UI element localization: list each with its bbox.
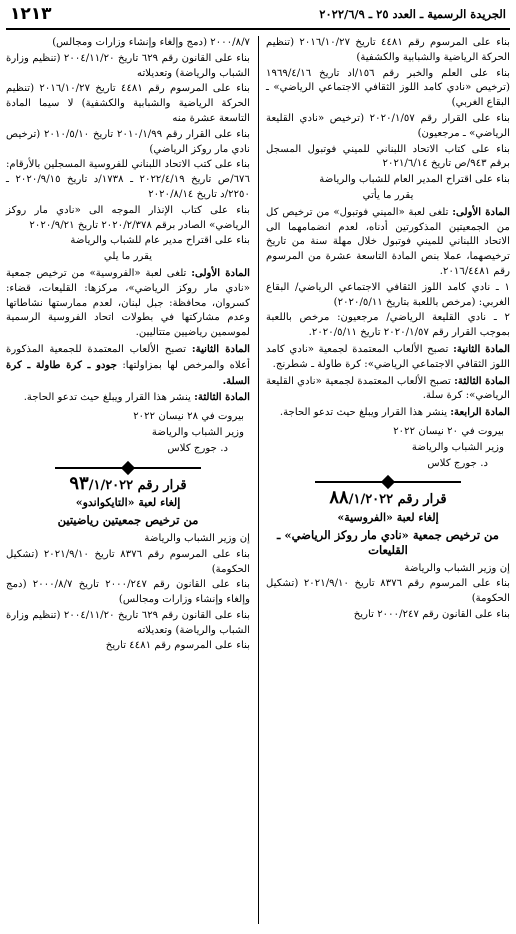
article-2 <box>266 342 510 373</box>
preamble-paragraph: بناء على المرسوم رقم ٨٣٧٦ تاريخ ٢٠٢١/٩/١٠ (تشكيل الحكومة) <box>266 578 510 605</box>
article-label: المادة الرابعة: <box>450 406 510 419</box>
article-label: المادة الثالثة: <box>454 374 510 387</box>
article-text: تصبح الألعاب المعتمدة لجمعية «نادي القليعة الرياضي»: كرة سلة. <box>266 375 510 402</box>
article-1 <box>266 205 510 280</box>
page-number: ١٢١٣ <box>10 4 52 24</box>
section-separator <box>6 461 250 475</box>
minister-name: د. جورج كلاس <box>427 457 488 469</box>
preamble-paragraph: إن وزير الشباب والرياضة <box>404 562 510 574</box>
preamble-paragraph: بناء على المرسوم رقم ٤٤٨١ تاريخ ٢٠١٦/١٠/٢٧ (تنظيم الحركة الرياضية والشبابية والكشفية) لا سيما المادة التاسعة عشرة منه <box>6 83 250 124</box>
preamble-paragraph: بناء على القانون رقم ٦٢٩ تاريخ ٢٠٠٤/١١/٢٠ (تنظيم وزارة الشباب والرياضة) وتعديلاته <box>6 609 251 636</box>
article-emphasis: جودو ـ كرة طاولة ـ كرة السلة. <box>6 358 250 387</box>
article-text: تلغى لعبة «الميني فوتبول» من ترخيص كل من الجمعيتين المذكورتين أدناه، لعدم انضمامهما الى الاتحاد اللبناني للميني فوتبول خلال مهلة سنة من تاريخ ترخيصهما، عملا بنص المادة التاسعة عشرة من المرسوم رقم ٢٠١٦/٤٤٨١. <box>266 206 510 277</box>
article-3 <box>6 390 250 406</box>
list-item: ١ ـ نادي كامد اللوز الثقافي الاجتماعي الرياضي/ البقاع الغربي: (مرخص باللعبة بتاريخ ٢٠٢٠/٥/١١) <box>266 281 510 308</box>
minister-title: وزير الشباب والرياضة <box>411 441 504 453</box>
decision-label: قرار رقم <box>137 477 187 493</box>
preamble-paragraph: بناء على اقتراح المدير العام للشباب والرياضة <box>319 174 510 186</box>
decision-subtitle: من ترخيص جمعيتين رياضيتين <box>57 513 199 528</box>
left-column <box>6 36 250 655</box>
article-text: ينشر هذا القرار ويبلغ حيث تدعو الحاجة. <box>23 392 195 404</box>
minister-name: د. جورج كلاس <box>167 442 228 454</box>
preamble-paragraph: بناء على كتاب الإنذار الموجه الى «نادي مار روكز الرياضي» الصادر برقم ٢٠٢٠/٢/٣٧٨ تاريخ ٢٠٢٠/٩/٢١ <box>6 204 250 231</box>
preamble-paragraph: إن وزير الشباب والرياضة <box>144 532 250 544</box>
preamble-paragraph: بناء على المرسوم رقم ٨٣٧٦ تاريخ ٢٠٢١/٩/١٠ (تشكيل الحكومة) <box>6 548 250 575</box>
article-label: المادة الثالثة: <box>194 391 250 404</box>
signature-date: بيروت في ٢٠ نيسان ٢٠٢٢ <box>393 425 504 437</box>
article-2 <box>6 342 250 389</box>
preamble-paragraph: بناء على القانون رقم ٢٠٠٠/٢٤٧ تاريخ ٢٠٠٠/٨/٧ (دمج وإلغاء وإنشاء وزارات ومجالس) <box>6 579 250 606</box>
decision-title <box>6 472 250 494</box>
article-text: تصبح الألعاب المعتمدة للجمعية المذكورة أعلاه والمرخص لها بمزاولتها: <box>6 343 250 371</box>
article-4 <box>266 405 510 421</box>
decision-subject: إلغاء لعبة «الفروسية» <box>337 511 439 525</box>
gazette-title: الجريدة الرسمية ـ العدد ٢٥ ـ ٢٠٢٢/٦/٩ <box>319 7 506 21</box>
article-1 <box>6 266 250 341</box>
article-text: تصبح الألعاب المعتمدة لجمعية «نادي كامد اللوز الثقافي الاجتماعي الرياضي»: كرة طاولة ـ شطرنج. <box>266 343 510 370</box>
column-divider <box>258 36 259 924</box>
decision-number: ٨٨ <box>329 487 349 509</box>
section-separator <box>266 475 510 489</box>
preamble-paragraph: بناء على المرسوم رقم ٤٤٨١ تاريخ <box>105 640 250 652</box>
right-column <box>266 36 510 624</box>
list-item: ٢ ـ نادي القليعة الرياضي/ مرجعيون: مرخص باللعبة بموجب القرار رقم ٢٠٢٠/١/٥٧ تاريخ ٢٠٢٠/٥/١١. <box>266 312 510 339</box>
preamble-paragraph: بناء على العلم والخبر رقم ١٥٦/اد تاريخ ١٩٦٩/٤/١٦ (ترخيص «نادي كامد اللوز الثقافي الاجتماعي الرياضي» ـ البقاع الغربي) <box>266 67 511 109</box>
page-header <box>6 4 510 30</box>
preamble-paragraph: بناء على القرار رقم ٢٠٢٠/١/٥٧ (ترخيص «نادي القليعة الرياضي» ـ مرجعيون) <box>266 112 511 139</box>
article-label: المادة الثانية: <box>453 342 511 355</box>
decision-suffix: /١/٢٠٢٢ <box>348 492 394 508</box>
article-label: المادة الأولى: <box>191 266 250 279</box>
article-3 <box>266 374 510 405</box>
decision-subtitle: من ترخيص جمعية «نادي مار روكز الرياضي» ـ القليعات <box>277 527 499 557</box>
decides-line: يقرر ما يأتي <box>362 189 414 201</box>
minister-title: وزير الشباب والرياضة <box>151 426 244 438</box>
article-text: ينشر هذا القرار ويبلغ حيث تدعو الحاجة. <box>279 407 451 419</box>
decision-number: ٩٣ <box>69 472 89 494</box>
decision-suffix: /١/٢٠٢٢ <box>88 477 134 493</box>
signature-date: بيروت في ٢٨ نيسان ٢٠٢٢ <box>133 411 244 423</box>
preamble-paragraph: بناء على القرار رقم ٢٠١٠/١/٩٩ تاريخ ٢٠١٠/٥/١٠ (ترخيص نادي مار روكز الرياضي) <box>6 128 250 155</box>
decision-title <box>266 487 510 509</box>
decision-subject: إلغاء لعبة «التايكواندو» <box>75 496 181 510</box>
preamble-paragraph: بناء على كتاب الاتحاد اللبناني للميني فوتبول المسجل برقم ٩٤٣/ص تاريخ ٢٠٢١/٦/١٤ <box>266 143 510 170</box>
preamble-paragraph: بناء على القانون رقم ٦٢٩ تاريخ ٢٠٠٤/١١/٢٠ (تنظيم وزارة الشباب والرياضة) وتعديلاته <box>6 52 251 79</box>
article-text: تلغى لعبة «الفروسية» من ترخيص جمعية «نادي مار روكز الرياضي»، مركزها: القليعات، قضاء: كسروان، محافظة: جبل لبنان، لعدم ممارستها نشاطاتها وعدم مشاركتها في بطولات اتحاد الفروسية الرسمية لموسمين رياضيين متتاليين. <box>6 267 250 339</box>
decision-label: قرار رقم <box>397 492 447 508</box>
article-label: المادة الثانية: <box>191 342 251 355</box>
preamble-paragraph: بناء على القانون رقم ٢٠٠٠/٢٤٧ تاريخ <box>353 608 510 620</box>
decides-line: يقرر ما يلي <box>103 251 153 263</box>
article-label: المادة الأولى: <box>452 205 511 218</box>
preamble-paragraph: بناء على اقتراح مدير عام للشباب والرياضة <box>70 235 250 247</box>
preamble-paragraph: بناء على المرسوم رقم ٤٤٨١ تاريخ ٢٠١٦/١٠/٢٧ (تنظيم الحركة الرياضية والشبابية والكشفية) <box>266 37 510 63</box>
preamble-paragraph: بناء على كتب الاتحاد اللبناني للفروسية المسجلين بالأرقام: ٦٧٦/ص تاريخ ٢٠٢٢/٤/١٩ ـ ١٧٣٨/د تاريخ ٢٠٢٠/٩/١٥ ـ ٢٢٥٠/د تاريخ ٢٠٢٠/٨/١٤ <box>6 159 250 200</box>
preamble-paragraph: ٢٠٠٠/٨/٧ (دمج وإلغاء وإنشاء وزارات ومجالس) <box>52 37 250 48</box>
